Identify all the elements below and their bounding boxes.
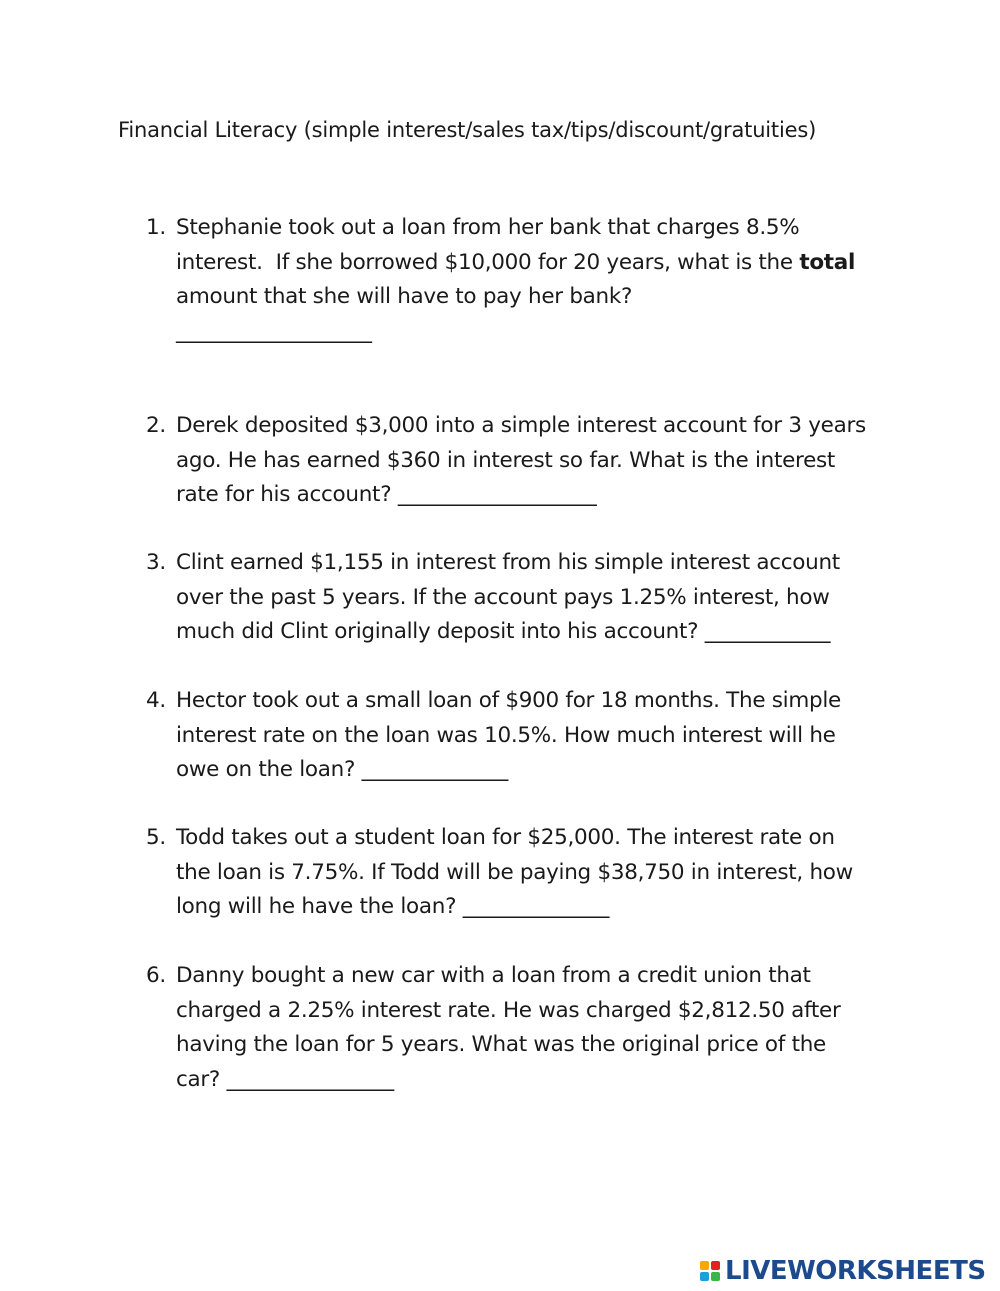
question-6 <box>146 959 886 1097</box>
question-4 <box>146 684 886 788</box>
page-title: Financial Literacy (simple interest/sales tax/tips/discount/gratuities) <box>118 118 817 142</box>
question-number: 1. <box>146 215 166 240</box>
question-number: 4. <box>146 688 166 713</box>
question-text-line: amount that she will have to pay her bank? <box>176 284 633 309</box>
question-text-line: having the loan for 5 years. What was the original price of the <box>176 1032 826 1057</box>
question-1 <box>146 211 886 349</box>
question-text-line-with-blank[interactable]: rate for his account? ___________________ <box>176 482 597 507</box>
question-number: 3. <box>146 550 166 575</box>
question-text-line: Stephanie took out a loan from her bank that charges 8.5% <box>176 215 800 240</box>
question-text-line: interest rate on the loan was 10.5%. How much interest will he <box>176 722 836 748</box>
question-number: 6. <box>146 963 166 988</box>
question-3 <box>146 546 886 650</box>
emphasis-total: total <box>799 249 856 275</box>
question-text-line-with-blank[interactable]: car? ________________ <box>176 1066 394 1092</box>
question-text-line <box>176 246 886 281</box>
question-5 <box>146 821 886 925</box>
question-text-line: Hector took out a small loan of $900 for 18 months. The simple <box>176 688 841 713</box>
question-2 <box>146 409 886 513</box>
question-number: 2. <box>146 413 166 438</box>
liveworksheets-logo-icon <box>700 1261 720 1281</box>
brand-name: LIVEWORKSHEETS <box>725 1256 986 1286</box>
question-text-line: charged a 2.25% interest rate. He was charged $2,812.50 after <box>176 997 841 1023</box>
question-text-line: Derek deposited $3,000 into a simple interest account for 3 years <box>176 413 866 438</box>
question-text-line-with-blank[interactable]: long will he have the loan? ______________ <box>176 894 610 919</box>
question-text: interest. If she borrowed $10,000 for 20 years, what is the <box>176 249 800 275</box>
question-text-line-with-blank[interactable]: much did Clint originally deposit into his account? ____________ <box>176 619 831 644</box>
question-text-line: over the past 5 years. If the account pays 1.25% interest, how <box>176 584 830 610</box>
question-text-line: ago. He has earned $360 in interest so far. What is the interest <box>176 447 836 473</box>
question-text-line-with-blank[interactable]: owe on the loan? ______________ <box>176 757 508 782</box>
liveworksheets-brand <box>700 1256 986 1286</box>
question-text-line: Todd takes out a student loan for $25,000. The interest rate on <box>176 825 835 850</box>
question-text-line: Danny bought a new car with a loan from a credit union that <box>176 963 811 988</box>
answer-blank[interactable]: ____________________ <box>176 318 371 344</box>
question-text-line: the loan is 7.75%. If Todd will be paying $38,750 in interest, how <box>176 859 853 885</box>
question-number: 5. <box>146 825 166 850</box>
question-text-line: Clint earned $1,155 in interest from his simple interest account <box>176 550 840 575</box>
